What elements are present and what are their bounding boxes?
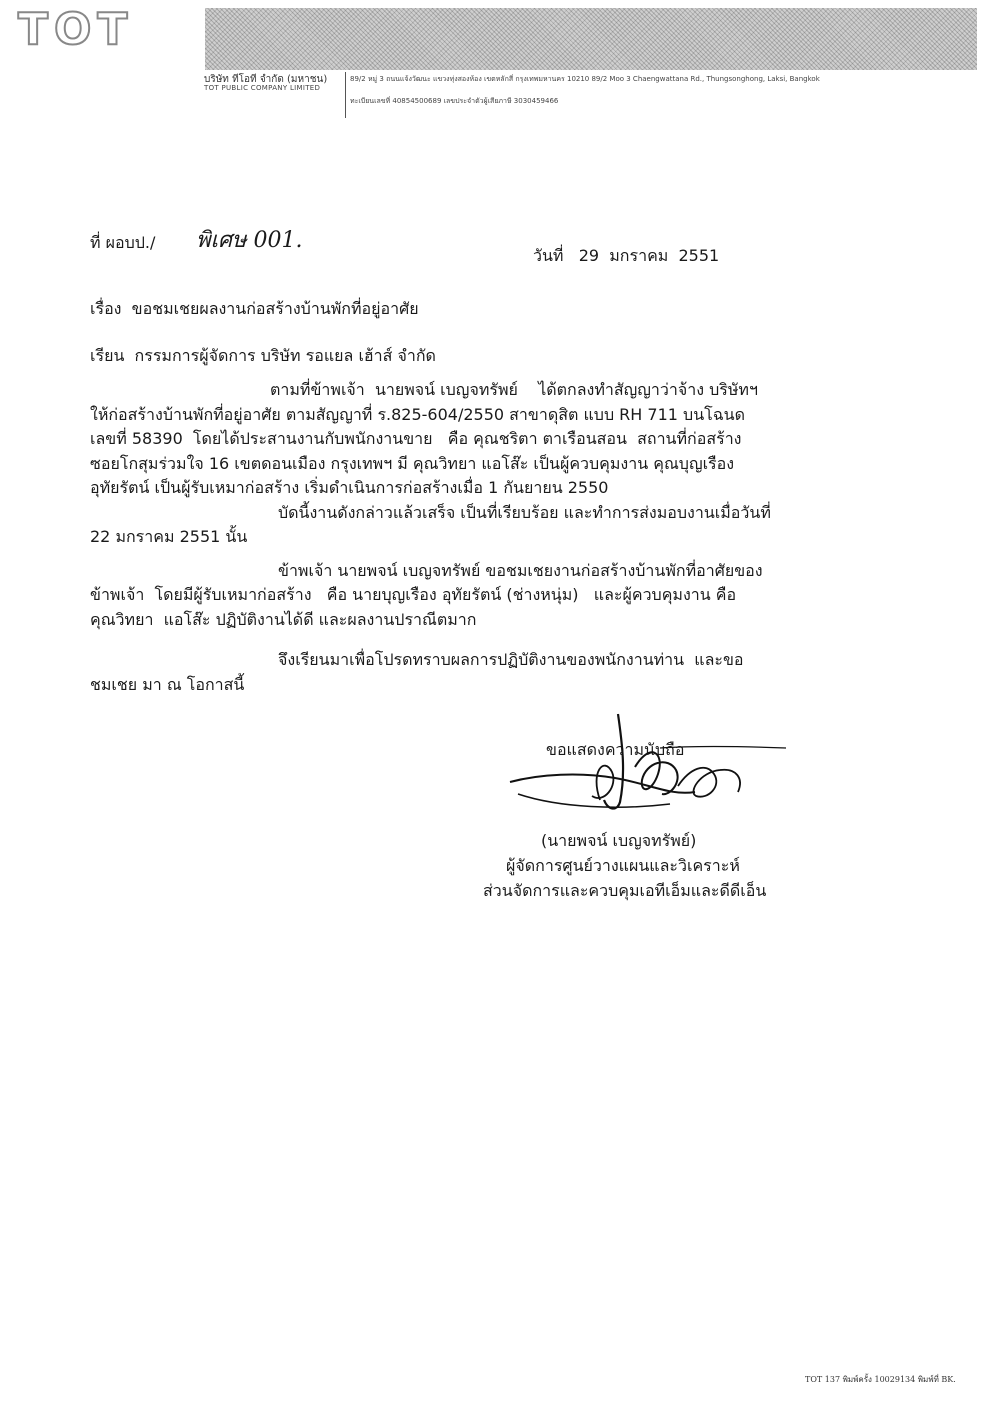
letter-recipient: เรียน กรรมการผู้จัดการ บริษัท รอแยล เฮ้าส์ จำกัด (90, 346, 436, 365)
company-registration: ทะเบียนเลขที่ 40854500689 เลขประจำตัวผู้เสียภาษี 3030459466 (350, 97, 559, 105)
body-line: 22 มกราคม 2551 นั้น (90, 527, 248, 546)
body-line: จึงเรียนมาเพื่อโปรดทราบผลการปฏิบัติงานของพนักงานท่าน และขอ (278, 650, 744, 669)
body-line: ข้าพเจ้า โดยมีผู้รับเหมาก่อสร้าง คือ นายบุญเรือง อุทัยรัตน์ (ช่างหนุ่ม) และผู้ควบคุมงาน คือ (90, 585, 737, 604)
signer-department: ส่วนจัดการและควบคุมเอทีเอ็มและดีดีเอ็น (483, 881, 767, 900)
letter-subject: เรื่อง ขอชมเชยผลงานก่อสร้างบ้านพักที่อยู่อาศัย (90, 299, 419, 318)
reference-label: ที่ ผอบป./ (90, 233, 156, 252)
body-line: ตามที่ข้าพเจ้า นายพจน์ เบญจทรัพย์ ได้ตกลงทำสัญญาว่าจ้าง บริษัทฯ (270, 380, 758, 399)
signer-title: ผู้จัดการศูนย์วางแผนและวิเคราะห์ (506, 856, 740, 875)
company-name-thai: บริษัท ทีโอที จำกัด (มหาชน) (204, 74, 328, 85)
company-address: 89/2 หมู่ 3 ถนนแจ้งวัฒนะ แขวงทุ่งสองห้อง เขตหลักสี่ กรุงเทพมหานคร 10210 89/2 Moo 3 Chaengwattana Rd., Thungsonghong, Laksi, Bangkok (350, 75, 820, 83)
company-name-english: TOT PUBLIC COMPANY LIMITED (204, 84, 321, 92)
body-line: ให้ก่อสร้างบ้านพักที่อยู่อาศัย ตามสัญญาที่ ร.825-604/2550 สาขาดุสิต แบบ RH 711 บนโฉนด (90, 404, 745, 424)
handwritten-signature (500, 712, 790, 822)
body-line: ชมเชย มา ณ โอกาสนี้ (90, 674, 245, 694)
letter-body (90, 378, 850, 697)
body-line: เลขที่ 58390 โดยได้ประสานงานกับพนักงานขาย คือ คุณชริตา ตาเรือนสอน สถานที่ก่อสร้าง (90, 429, 742, 448)
letterhead-band (205, 8, 977, 70)
address-divider (345, 72, 346, 118)
body-line: คุณวิทยา แอโส๊ะ ปฏิบัติงานได้ดี และผลงานปราณีตมาก (90, 609, 477, 629)
body-line: ข้าพเจ้า นายพจน์ เบญจทรัพย์ ขอชมเชยงานก่อสร้างบ้านพักที่อาศัยของ (278, 560, 763, 580)
body-line: อุทัยรัตน์ เป็นผู้รับเหมาก่อสร้าง เริ่มดำเนินการก่อสร้างเมื่อ 1 กันยายน 2550 (90, 478, 609, 497)
reference-handwritten: พิเศษ 001. (196, 228, 303, 253)
closing-regards: ขอแสดงความนับถือ (546, 740, 685, 759)
letter-date: วันที่ 29 มกราคม 2551 (533, 246, 720, 265)
body-line: บัดนี้งานดังกล่าวแล้วเสร็จ เป็นที่เรียบร้อย และทำการส่งมอบงานเมื่อวันที่ (278, 502, 771, 522)
tot-logo: TOT (18, 4, 134, 55)
signer-name: (นายพจน์ เบญจทรัพย์) (541, 831, 697, 850)
body-line: ซอยโกสุมร่วมใจ 16 เขตดอนเมือง กรุงเทพฯ มี คุณวิทยา แอโส๊ะ เป็นผู้ควบคุมงาน คุณบุญเรือง (90, 453, 735, 473)
form-footer-code: TOT 137 พิมพ์ครั้ง 10029134 พิมพ์ที่ BK. (805, 1375, 956, 1384)
